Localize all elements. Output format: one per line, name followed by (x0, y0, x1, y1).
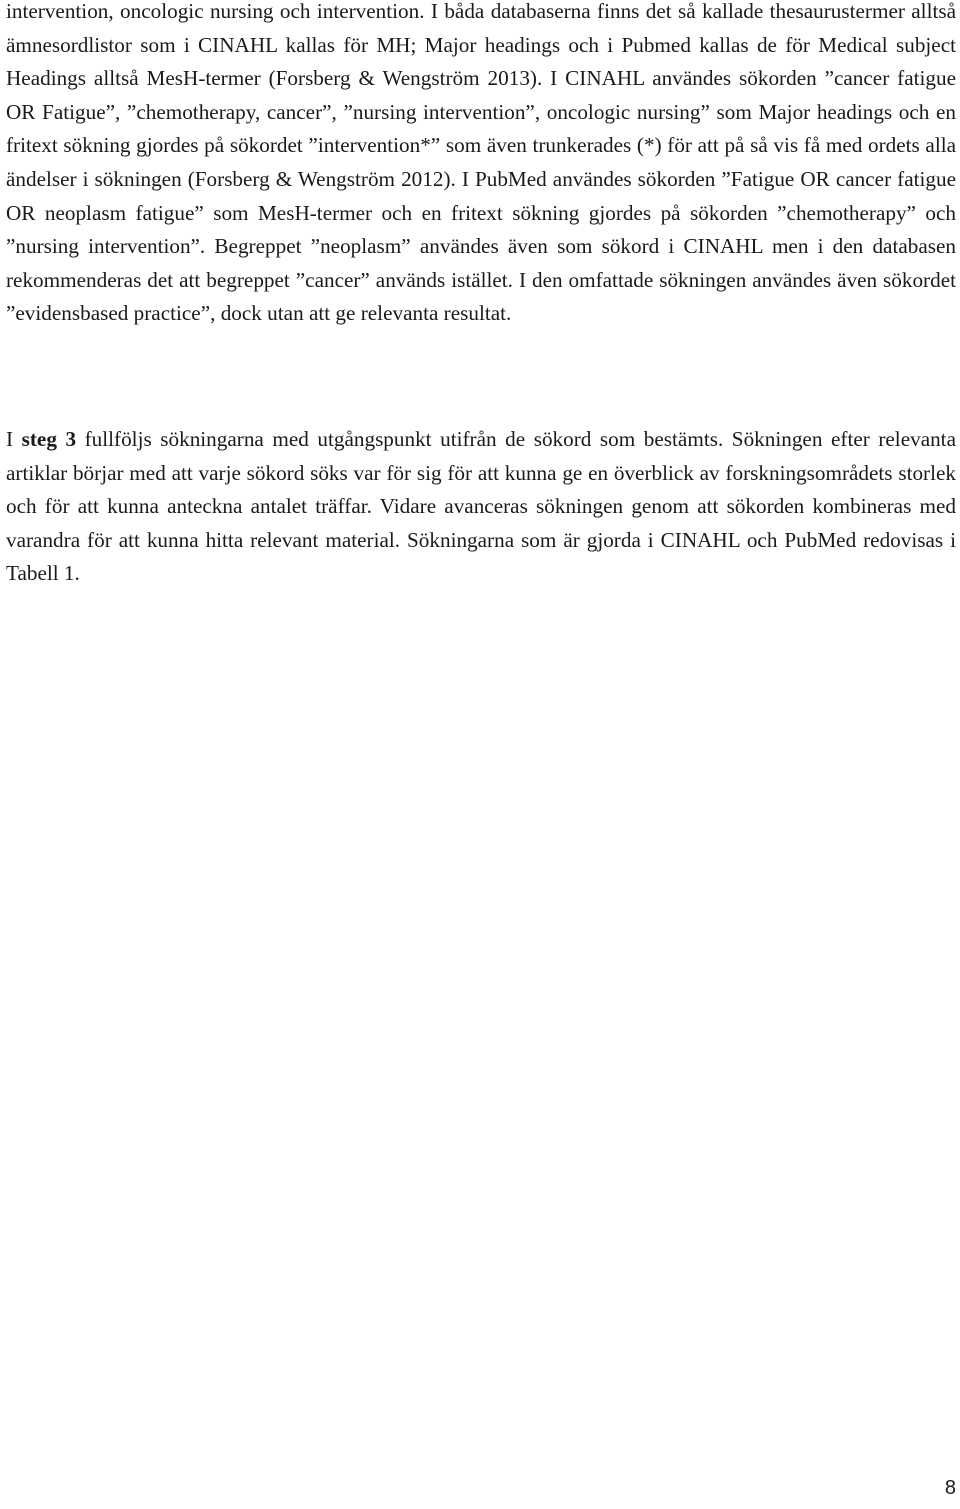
paragraph-step-3-lead: I (6, 427, 22, 451)
paragraph-step-3-rest: fullföljs sökningarna med utgångspunkt utifrån de sökord som bestämts. Sökningen efter relevanta artiklar börjar med att varje sökord söks var för sig för att kunna ge en överblick av forskningsområdets storlek och för att kunna anteckna antalet träffar. Vidare avanceras sökningen genom att sökorden kombineras med varandra för att kunna hitta relevant material. Sökningarna som är gjorda i CINAHL och PubMed redovisas i Tabell 1. (6, 427, 956, 586)
paragraph-step-3 (6, 423, 956, 591)
paragraph-step-3-bold: steg 3 (21, 427, 77, 451)
page-number: 8 (944, 1477, 956, 1499)
paragraph-search-terms: intervention, oncologic nursing och intervention. I båda databaserna finns det så kallade thesaurustermer alltså ämnesordlistor som i CINAHL kallas för MH; Major headings och i Pubmed kallas de för Medical subject Headings alltså MesH-termer (Forsberg & Wengström 2013). I CINAHL användes sökorden ”cancer fatigue OR Fatigue”, ”chemotherapy, cancer”, ”nursing intervention”, oncologic nursing” som Major headings och en fritext sökning gjordes på sökordet ”intervention*” som även trunkerades (*) för att på så vis få med ordets alla ändelser i sökningen (Forsberg & Wengström 2012). I PubMed användes sökorden ”Fatigue OR cancer fatigue OR neoplasm fatigue” som MesH-termer och en fritext sökning gjordes på sökorden ”chemotherapy” och ”nursing intervention”. Begreppet ”neoplasm” användes även som sökord i CINAHL men i den databasen rekommenderas det att begreppet ”cancer” används istället. I den omfattade sökningen användes även sökordet ”evidensbased practice”, dock utan att ge relevanta resultat. (6, 0, 956, 326)
